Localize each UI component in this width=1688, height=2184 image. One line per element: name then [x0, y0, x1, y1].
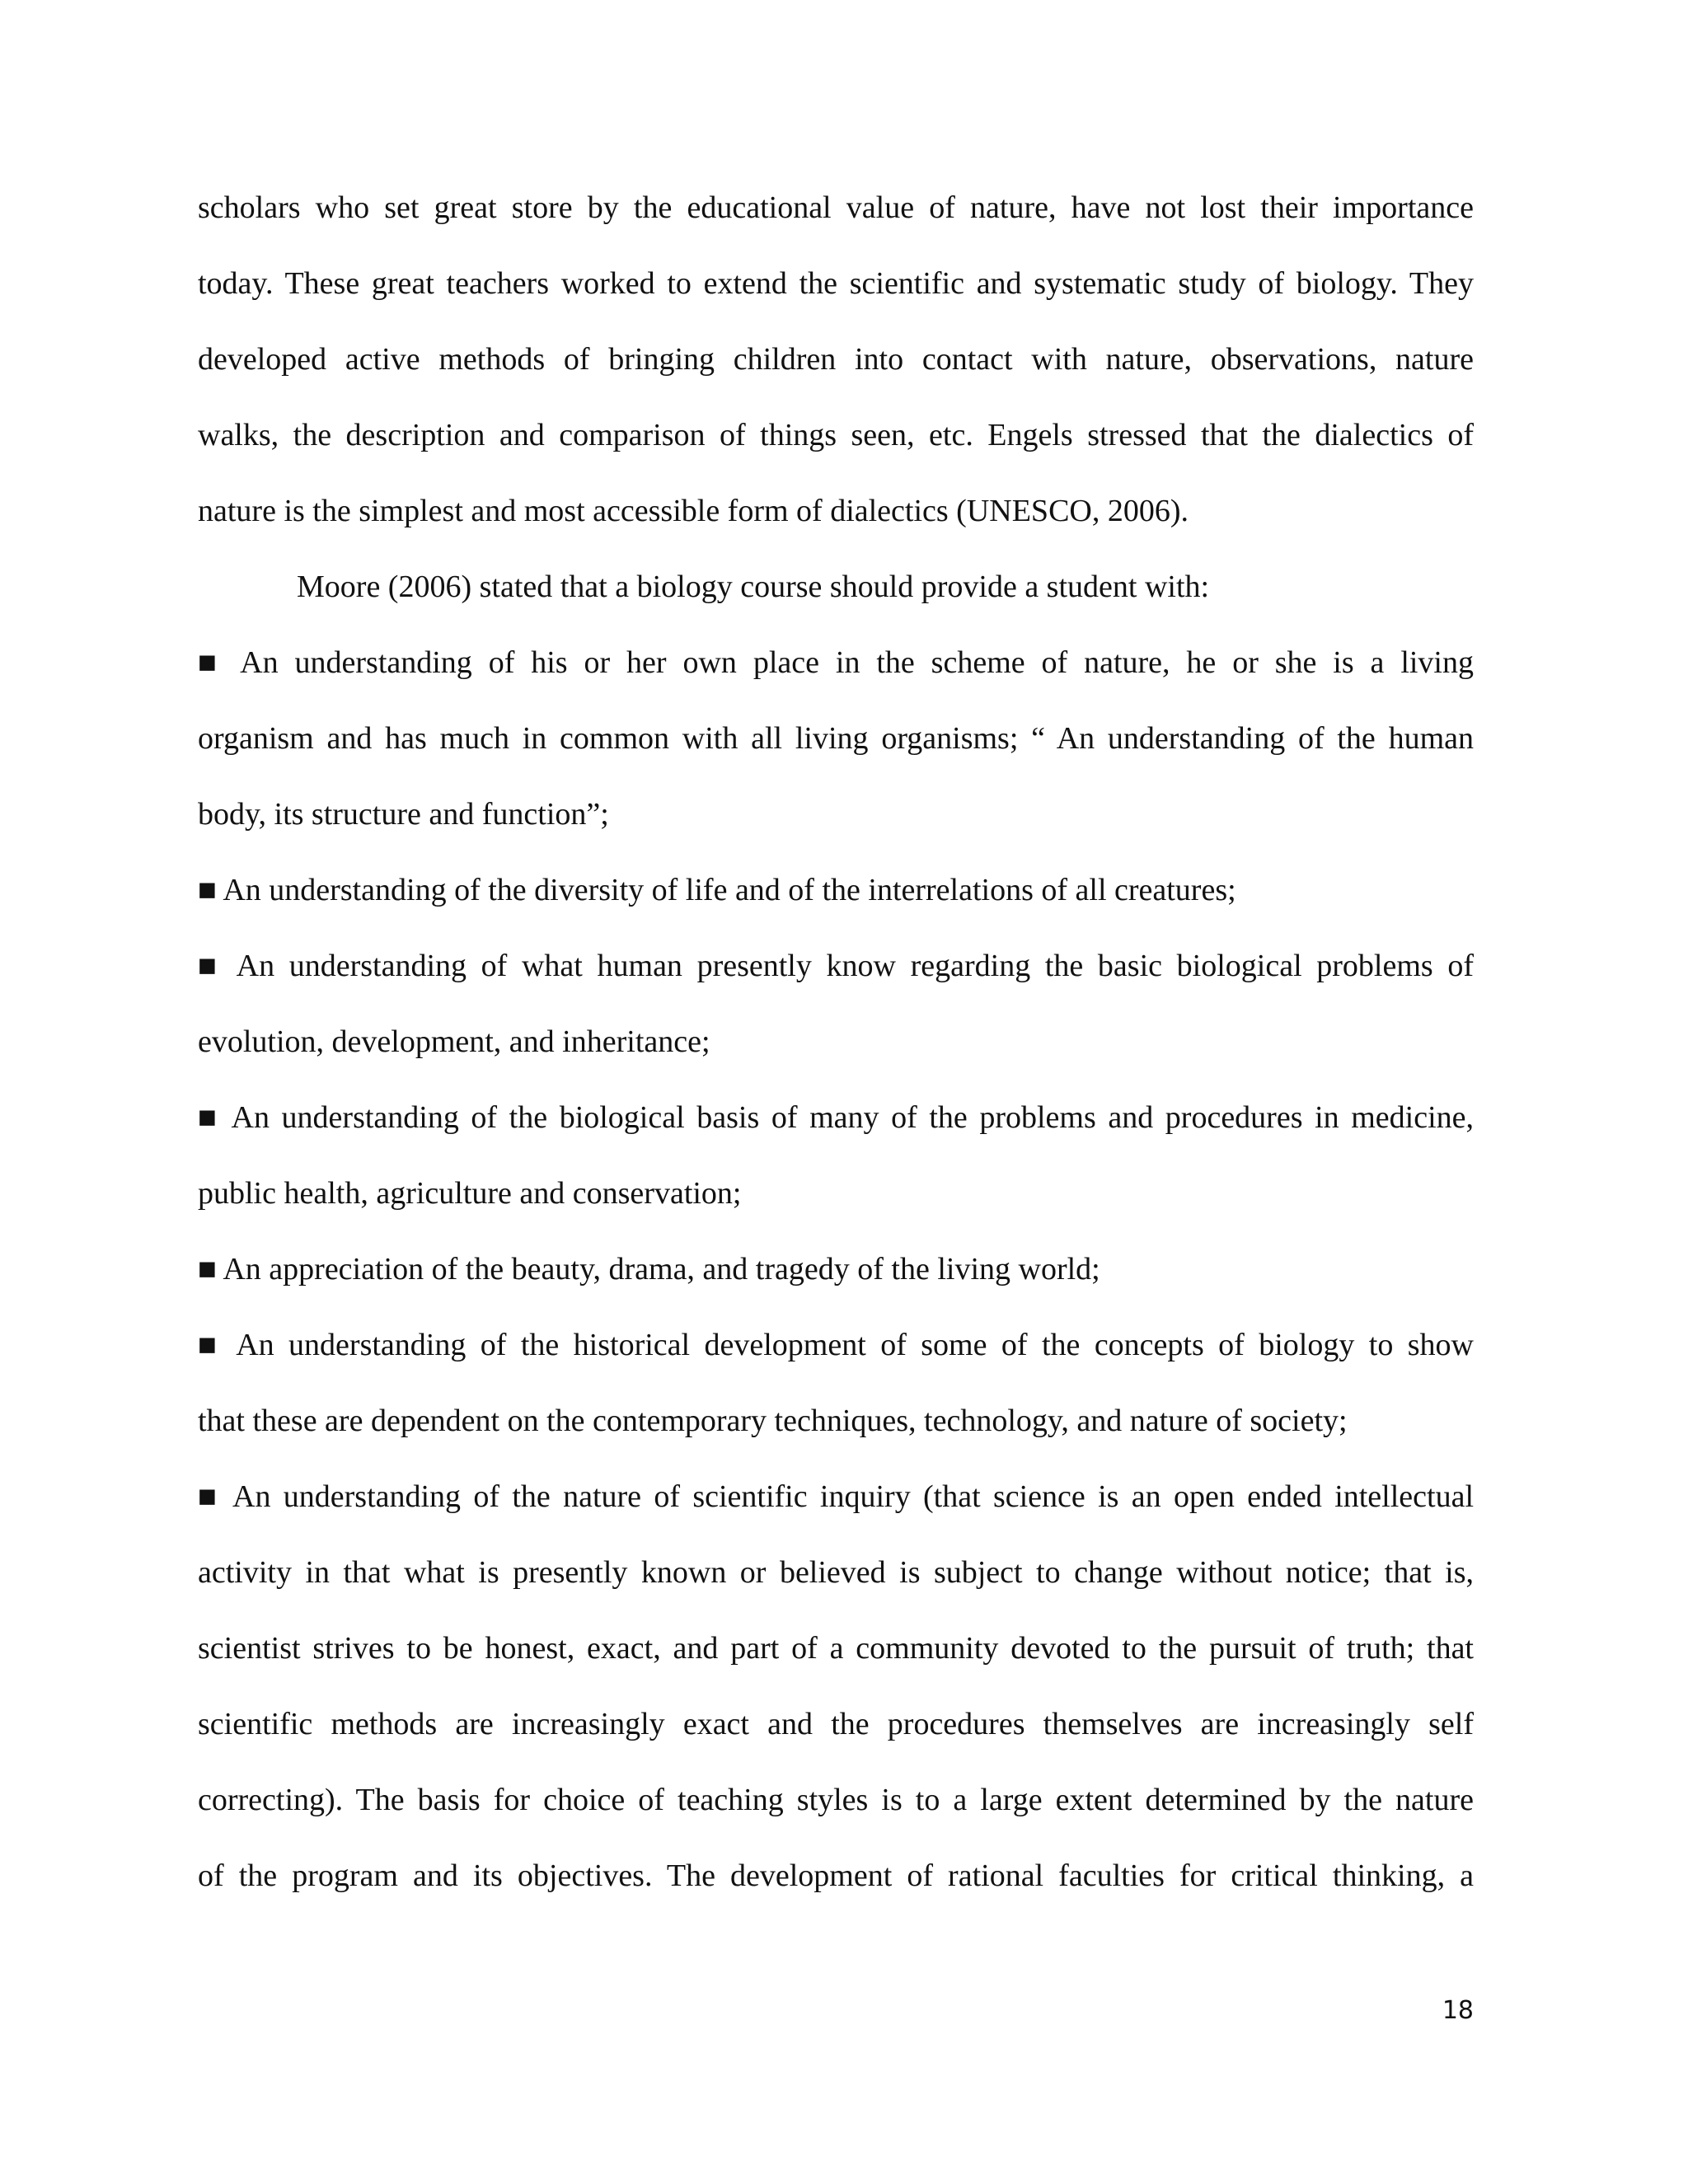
- text-line: today. These great teachers worked to extend the scientific and systematic study of biology. They: [198, 266, 1474, 301]
- list-item-line: ■ An appreciation of the beauty, drama, and tragedy of the living world;: [198, 1252, 1100, 1286]
- text-line: of the program and its objectives. The development of rational faculties for critical thinking, a: [198, 1858, 1474, 1893]
- list-item-line: evolution, development, and inheritance;: [198, 1024, 710, 1059]
- list-item-line: ■ An understanding of the biological basis of many of the problems and procedures in medicine,: [198, 1100, 1474, 1135]
- text-line: walks, the description and comparison of things seen, etc. Engels stressed that the dialectics of: [198, 418, 1474, 452]
- list-item-line: public health, agriculture and conservation;: [198, 1176, 742, 1211]
- text-line: Moore (2006) stated that a biology course should provide a student with:: [297, 569, 1210, 604]
- list-item-line: ■ An understanding of the historical development of some of the concepts of biology to show: [198, 1328, 1474, 1362]
- list-item-line: ■ An understanding of his or her own place in the scheme of nature, he or she is a living: [198, 645, 1474, 680]
- list-item-line: scientist strives to be honest, exact, and part of a community devoted to the pursuit of truth; that: [198, 1631, 1474, 1666]
- list-item-line: that these are dependent on the contemporary techniques, technology, and nature of society;: [198, 1404, 1348, 1438]
- list-item-line: ■ An understanding of the diversity of life and of the interrelations of all creatures;: [198, 873, 1236, 907]
- page-number: 18: [1442, 1996, 1474, 2025]
- list-item-line: body, its structure and function”;: [198, 797, 609, 832]
- list-item-line: ■ An understanding of the nature of scientific inquiry (that science is an open ended intellectual: [198, 1479, 1474, 1514]
- list-item-line: scientific methods are increasingly exact and the procedures themselves are increasingly self: [198, 1707, 1474, 1741]
- list-item-line: organism and has much in common with all living organisms; “ An understanding of the human: [198, 721, 1474, 756]
- text-line: developed active methods of bringing children into contact with nature, observations, nature: [198, 342, 1474, 377]
- text-line: correcting). The basis for choice of teaching styles is to a large extent determined by the nature: [198, 1783, 1474, 1817]
- list-item-line: activity in that what is presently known or believed is subject to change without notice; that is,: [198, 1555, 1474, 1590]
- text-line: nature is the simplest and most accessible form of dialectics (UNESCO, 2006).: [198, 494, 1189, 528]
- list-item-line: ■ An understanding of what human presently know regarding the basic biological problems of: [198, 949, 1474, 983]
- text-line: scholars who set great store by the educational value of nature, have not lost their importance: [198, 190, 1474, 225]
